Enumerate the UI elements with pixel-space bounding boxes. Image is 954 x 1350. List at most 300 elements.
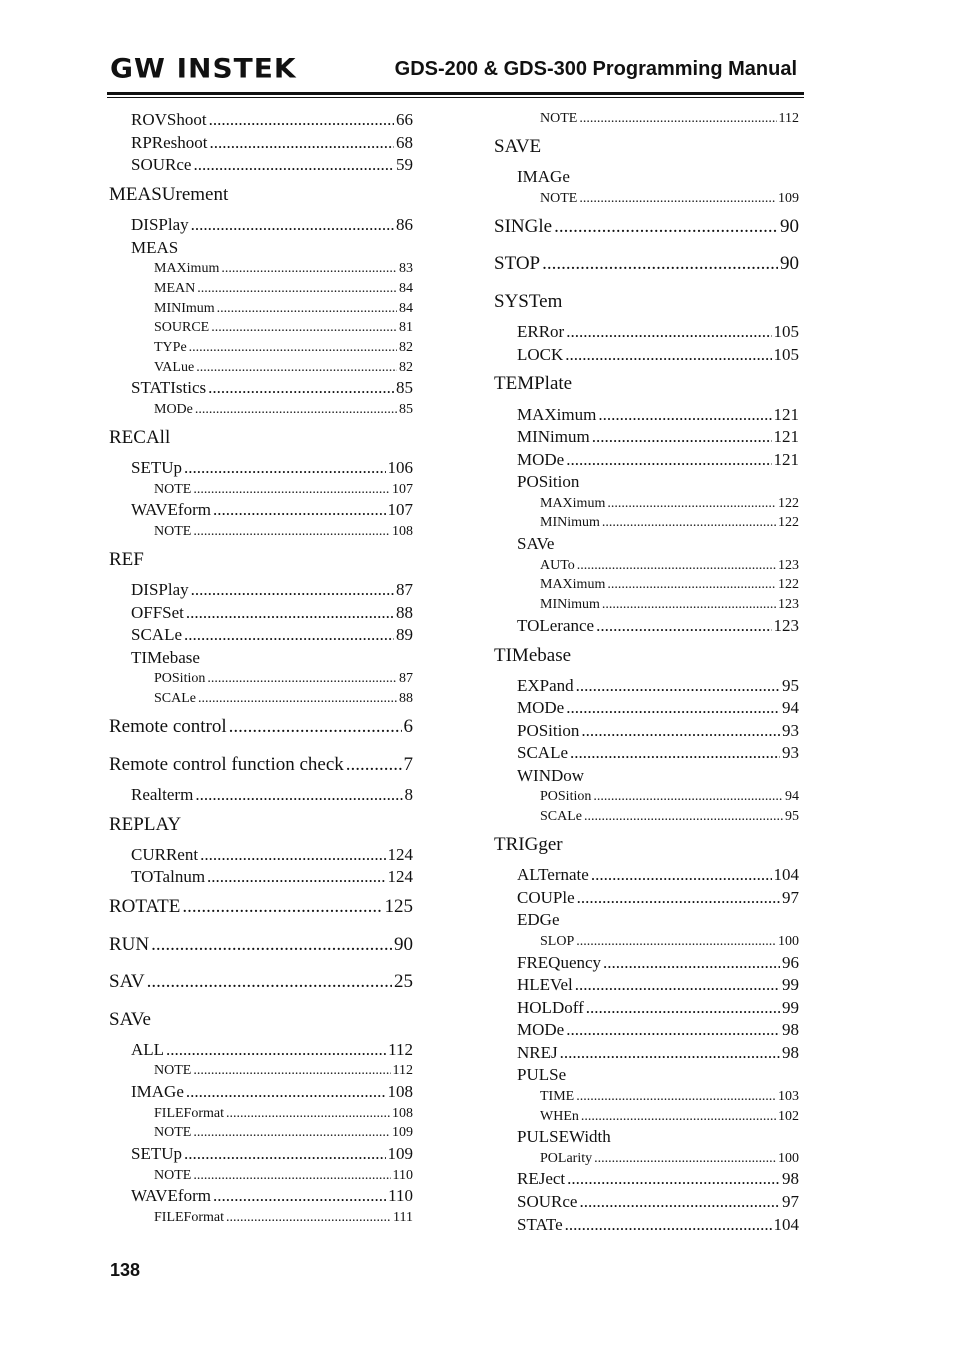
index-entry-pulse: [517, 1065, 568, 1085]
leader-dots: [198, 691, 397, 707]
index-entry-realterm: [131, 785, 413, 805]
entry-label: LOCK: [517, 345, 564, 364]
index-entry-when: [540, 1109, 799, 1125]
entry-page-number: 105: [773, 322, 799, 341]
entry-label: MAXimum: [540, 577, 606, 592]
entry-page-number: 104: [773, 1215, 799, 1234]
index-entry-lock: [517, 345, 799, 365]
entry-label: POLarity: [540, 1151, 593, 1166]
index-entry-value: [154, 360, 413, 376]
index-entry-time: [540, 1089, 799, 1105]
leader-dots: [591, 865, 772, 885]
leader-dots: [602, 597, 776, 613]
leader-dots: [193, 155, 394, 175]
entry-label: TEMPlate: [494, 373, 573, 394]
leader-dots: [566, 698, 780, 718]
index-entry-hlevel: [517, 975, 799, 995]
index-entry-system: [494, 291, 564, 313]
entry-page-number: 121: [773, 405, 799, 424]
index-entry-position: [154, 671, 413, 687]
entry-label: MINImum: [154, 301, 215, 316]
entry-page-number: 123: [778, 597, 799, 612]
entry-label: SCALe: [131, 625, 182, 644]
entry-page-number: 122: [778, 577, 799, 592]
entry-label: SOURCE: [154, 320, 210, 335]
entry-page-number: 88: [396, 603, 413, 622]
entry-label: COUPle: [517, 888, 575, 907]
leader-dots: [191, 580, 394, 600]
leader-dots: [576, 1089, 776, 1105]
entry-page-number: 88: [399, 691, 413, 706]
entry-page-number: 102: [778, 1109, 799, 1124]
entry-label: TRIGger: [494, 834, 563, 855]
entry-label: DISPlay: [131, 215, 189, 234]
entry-label: NOTE: [540, 111, 578, 126]
index-entry-source: [154, 320, 413, 336]
entry-label: POSition: [517, 472, 580, 491]
entry-page-number: 109: [387, 1144, 413, 1163]
index-entry-fileformat: [154, 1210, 413, 1226]
index-entry-statistics: [131, 378, 413, 398]
page-number: 138: [110, 1260, 141, 1280]
index-entry-scale: [131, 625, 413, 645]
entry-label: REF: [109, 549, 144, 570]
entry-label: EXPand: [517, 676, 574, 695]
index-entry-image: [131, 1082, 413, 1102]
entry-label: Realterm: [131, 785, 194, 804]
index-entry-frequency: [517, 953, 799, 973]
index-entry-maximum: [154, 261, 413, 277]
index-entry-recall: [109, 427, 172, 449]
leader-dots: [594, 1151, 776, 1167]
entry-label: NREJ: [517, 1043, 558, 1062]
leader-dots: [542, 253, 778, 275]
entry-label: VALue: [154, 360, 195, 375]
index-entry-setup: [131, 1144, 413, 1164]
leader-dots: [579, 111, 776, 127]
entry-label: MINimum: [540, 515, 600, 530]
entry-page-number: 90: [394, 934, 413, 955]
entry-label: SAVE: [494, 136, 542, 157]
entry-page-number: 87: [396, 580, 413, 599]
entry-page-number: 83: [399, 261, 413, 276]
leader-dots: [193, 1063, 390, 1079]
leader-dots: [554, 216, 778, 238]
entry-page-number: 85: [399, 402, 413, 417]
entry-label: MODe: [517, 698, 565, 717]
entry-label: HLEVel: [517, 975, 573, 994]
index-entry-minimum: [540, 597, 799, 613]
entry-label: NOTE: [154, 1063, 192, 1078]
index-entry-waveform: [131, 1186, 413, 1206]
index-entry-save: [109, 1009, 153, 1031]
leader-dots: [186, 1082, 386, 1102]
index-entry-measurement: [109, 184, 230, 206]
index-entry-note: [154, 1125, 413, 1141]
entry-page-number: 100: [778, 934, 799, 949]
leader-dots: [200, 845, 385, 865]
index-entry-alternate: [517, 865, 799, 885]
entry-page-number: 111: [393, 1210, 413, 1225]
entry-label: POSition: [517, 721, 580, 740]
entry-label: SYSTem: [494, 291, 563, 312]
index-entry-pulsewidth: [517, 1127, 613, 1147]
index-entry-display: [131, 580, 413, 600]
entry-label: SCALe: [540, 809, 582, 824]
entry-page-number: 109: [392, 1125, 413, 1140]
header-rule: [107, 92, 804, 95]
entry-page-number: 82: [399, 340, 413, 355]
entry-page-number: 68: [396, 133, 413, 152]
entry-page-number: 89: [396, 625, 413, 644]
entry-page-number: 98: [782, 1020, 799, 1039]
entry-label: ALL: [131, 1040, 165, 1059]
leader-dots: [566, 1020, 780, 1040]
entry-label: SAVe: [109, 1009, 151, 1030]
index-entry-mode: [154, 402, 413, 418]
index-entry-note: [154, 1168, 413, 1184]
entry-page-number: 87: [399, 671, 413, 686]
leader-dots: [207, 671, 397, 687]
index-entry-position: [517, 472, 581, 492]
entry-label: TIMebase: [131, 648, 200, 667]
entry-label: SAV: [109, 971, 145, 992]
leader-dots: [221, 261, 397, 277]
index-entry-state: [517, 1215, 799, 1235]
entry-label: HOLDoff: [517, 998, 584, 1017]
leader-dots: [593, 789, 783, 805]
entry-label: WAVEform: [131, 500, 211, 519]
index-entry-meas: [131, 238, 180, 258]
entry-label: STATIstics: [131, 378, 207, 397]
index-entry-mode: [517, 698, 799, 718]
leader-dots: [226, 1210, 391, 1226]
leader-dots: [207, 867, 385, 887]
leader-dots: [151, 934, 392, 956]
leader-dots: [603, 953, 780, 973]
index-entry-note: [154, 482, 413, 498]
index-entry-tolerance: [517, 616, 799, 636]
index-entry-scale: [154, 691, 413, 707]
index-entry-slop: [540, 934, 799, 950]
leader-dots: [208, 378, 394, 398]
entry-label: ERRor: [517, 322, 565, 341]
index-entry-maximum: [540, 496, 799, 512]
entry-page-number: 98: [782, 1043, 799, 1062]
entry-page-number: 97: [782, 888, 799, 907]
entry-label: SLOP: [540, 934, 575, 949]
index-entry-maximum: [517, 405, 799, 425]
entry-label: NOTE: [154, 524, 192, 539]
entry-label: PULSEWidth: [517, 1127, 611, 1146]
entry-label: MEASUrement: [109, 184, 229, 205]
index-entry-template: [494, 373, 574, 395]
entry-page-number: 103: [778, 1089, 799, 1104]
entry-label: SOURce: [517, 1192, 578, 1211]
entry-label: MAXimum: [154, 261, 220, 276]
leader-dots: [596, 616, 771, 636]
index-entry-rovshoot: [131, 110, 413, 130]
entry-label: NOTE: [154, 1168, 192, 1183]
entry-label: TOTalnum: [131, 867, 206, 886]
leader-dots: [602, 515, 776, 531]
index-entry-timebase: [131, 648, 202, 668]
entry-label: EDGe: [517, 910, 560, 929]
entry-label: RECAll: [109, 427, 171, 448]
leader-dots: [184, 1144, 386, 1164]
leader-dots: [193, 1125, 390, 1141]
entry-label: STATe: [517, 1215, 563, 1234]
index-entry-save: [494, 136, 543, 158]
leader-dots: [576, 676, 780, 696]
entry-page-number: 125: [384, 896, 413, 917]
entry-label: PULSe: [517, 1065, 567, 1084]
leader-dots: [211, 320, 397, 336]
index-entry-remote-control: [109, 716, 413, 738]
index-entry-trigger: [494, 834, 565, 856]
index-entry-polarity: [540, 1151, 799, 1167]
entry-label: MODe: [517, 450, 565, 469]
entry-label: IMAGe: [131, 1082, 184, 1101]
leader-dots: [575, 975, 780, 995]
leader-dots: [213, 500, 386, 520]
entry-page-number: 122: [778, 515, 799, 530]
entry-page-number: 93: [782, 721, 799, 740]
entry-page-number: 82: [399, 360, 413, 375]
index-entry-run: [109, 934, 413, 956]
entry-page-number: 106: [387, 458, 413, 477]
entry-page-number: 124: [387, 845, 413, 864]
entry-page-number: 7: [403, 754, 413, 775]
index-entry-edge: [517, 910, 561, 930]
entry-label: NOTE: [154, 1125, 192, 1140]
index-entry-rotate: [109, 896, 413, 918]
leader-dots: [598, 405, 771, 425]
entry-page-number: 94: [785, 789, 799, 804]
entry-label: FILEFormat: [154, 1106, 224, 1121]
entry-page-number: 99: [782, 975, 799, 994]
index-entry-rpreshoot: [131, 133, 413, 153]
leader-dots: [184, 458, 386, 478]
entry-page-number: 84: [399, 281, 413, 296]
entry-label: MODe: [154, 402, 193, 417]
leader-dots: [607, 577, 776, 593]
index-entry-current: [131, 845, 413, 865]
entry-page-number: 66: [396, 110, 413, 129]
entry-label: REJect: [517, 1169, 566, 1188]
index-entry-replay: [109, 814, 183, 836]
index-entry-sav: [109, 971, 413, 993]
entry-label: SETUp: [131, 1144, 182, 1163]
index-entry-scale: [540, 809, 799, 825]
entry-page-number: 109: [778, 191, 799, 206]
leader-dots: [566, 322, 771, 342]
entry-label: MINimum: [517, 427, 590, 446]
index-entry-offset: [131, 603, 413, 623]
leader-dots: [581, 721, 780, 741]
entry-page-number: 121: [773, 427, 799, 446]
leader-dots: [189, 340, 397, 356]
leader-dots: [182, 896, 382, 918]
entry-label: IMAGe: [517, 167, 570, 186]
index-entry-single: [494, 216, 799, 238]
leader-dots: [147, 971, 392, 993]
entry-label: WINDow: [517, 766, 585, 785]
leader-dots: [565, 1215, 772, 1235]
entry-label: MAXimum: [540, 496, 606, 511]
entry-page-number: 25: [394, 971, 413, 992]
entry-page-number: 108: [387, 1082, 413, 1101]
index-entry-holdoff: [517, 998, 799, 1018]
leader-dots: [193, 482, 390, 498]
leader-dots: [210, 133, 394, 153]
leader-dots: [166, 1040, 386, 1060]
entry-label: SCALe: [517, 743, 568, 762]
index-entry-minimum: [154, 301, 413, 317]
leader-dots: [186, 603, 394, 623]
entry-page-number: 123: [778, 558, 799, 573]
leader-dots: [584, 809, 783, 825]
index-entry-image: [517, 167, 572, 187]
entry-label: SAVe: [517, 534, 555, 553]
entry-page-number: 86: [396, 215, 413, 234]
leader-dots: [184, 625, 394, 645]
entry-page-number: 104: [773, 865, 799, 884]
index-entry-save: [517, 534, 556, 554]
index-entry-note: [540, 111, 799, 127]
leader-dots: [570, 743, 780, 763]
entry-page-number: 123: [773, 616, 799, 635]
leader-dots: [577, 888, 780, 908]
entry-label: FILEFormat: [154, 1210, 224, 1225]
index-entry-source: [517, 1192, 799, 1212]
index-entry-source: [131, 155, 413, 175]
entry-page-number: 94: [782, 698, 799, 717]
leader-dots: [195, 785, 402, 805]
entry-label: TYPe: [154, 340, 187, 355]
entry-page-number: 90: [780, 216, 799, 237]
entry-page-number: 93: [782, 743, 799, 762]
entry-page-number: 100: [778, 1151, 799, 1166]
entry-label: Remote control: [109, 716, 227, 737]
entry-page-number: 99: [782, 998, 799, 1017]
index-entry-position: [540, 789, 799, 805]
leader-dots: [567, 1169, 780, 1189]
entry-label: NOTE: [540, 191, 578, 206]
entry-label: TIME: [540, 1089, 575, 1104]
entry-page-number: 121: [773, 450, 799, 469]
entry-label: DISPlay: [131, 580, 189, 599]
entry-page-number: 107: [392, 482, 413, 497]
index-entry-minimum: [517, 427, 799, 447]
entry-label: RUN: [109, 934, 150, 955]
leader-dots: [560, 1043, 780, 1063]
entry-label: MODe: [517, 1020, 565, 1039]
entry-label: MEAN: [154, 281, 196, 296]
index-entry-remote-control-function-check: [109, 754, 413, 776]
entry-label: Remote control function check: [109, 754, 344, 775]
entry-label: TOLerance: [517, 616, 595, 635]
leader-dots: [217, 301, 397, 317]
entry-page-number: 85: [396, 378, 413, 397]
leader-dots: [196, 360, 397, 376]
index-entry-minimum: [540, 515, 799, 531]
leader-dots: [191, 215, 394, 235]
entry-page-number: 6: [403, 716, 413, 737]
entry-page-number: 107: [387, 500, 413, 519]
entry-label: POSition: [540, 789, 592, 804]
leader-dots: [566, 450, 771, 470]
index-entry-timebase: [494, 645, 573, 667]
leader-dots: [213, 1186, 386, 1206]
entry-label: WHEn: [540, 1109, 579, 1124]
leader-dots: [581, 1109, 776, 1125]
leader-dots: [195, 402, 397, 418]
entry-page-number: 95: [785, 809, 799, 824]
leader-dots: [576, 934, 776, 950]
leader-dots: [193, 524, 390, 540]
entry-label: ROTATE: [109, 896, 181, 917]
entry-page-number: 96: [782, 953, 799, 972]
entry-page-number: 122: [778, 496, 799, 511]
index-entry-expand: [517, 676, 799, 696]
index-entry-reject: [517, 1169, 799, 1189]
entry-page-number: 95: [782, 676, 799, 695]
index-entry-note: [154, 1063, 413, 1079]
leader-dots: [577, 558, 776, 574]
entry-label: ALTernate: [517, 865, 589, 884]
entry-label: MEAS: [131, 238, 179, 257]
entry-label: MAXimum: [517, 405, 597, 424]
entry-label: SETUp: [131, 458, 182, 477]
entry-page-number: 108: [392, 1106, 413, 1121]
index-entry-totalnum: [131, 867, 413, 887]
leader-dots: [579, 1192, 780, 1212]
index-entry-auto: [540, 558, 799, 574]
leader-dots: [209, 110, 394, 130]
index-entry-nrej: [517, 1043, 799, 1063]
index-entry-mean: [154, 281, 413, 297]
entry-page-number: 124: [387, 867, 413, 886]
leader-dots: [193, 1168, 390, 1184]
leader-dots: [592, 427, 772, 447]
entry-page-number: 98: [782, 1169, 799, 1188]
entry-page-number: 110: [388, 1186, 413, 1205]
leader-dots: [226, 1106, 390, 1122]
entry-label: STOP: [494, 253, 541, 274]
index-entry-stop: [494, 253, 799, 275]
entry-label: SINGle: [494, 216, 553, 237]
entry-label: WAVEform: [131, 1186, 211, 1205]
entry-label: MINimum: [540, 597, 600, 612]
entry-label: AUTo: [540, 558, 575, 573]
index-entry-display: [131, 215, 413, 235]
index-entry-couple: [517, 888, 799, 908]
entry-label: CURRent: [131, 845, 199, 864]
index-entry-waveform: [131, 500, 413, 520]
index-entry-error: [517, 322, 799, 342]
entry-label: TIMebase: [494, 645, 572, 666]
entry-page-number: 8: [404, 785, 413, 804]
index-entry-all: [131, 1040, 413, 1060]
header-rule-thin: [107, 97, 804, 98]
entry-label: OFFSet: [131, 603, 184, 622]
entry-label: REPLAY: [109, 814, 182, 835]
index-entry-note: [540, 191, 799, 207]
leader-dots: [197, 281, 397, 297]
entry-page-number: 97: [782, 1192, 799, 1211]
leader-dots: [346, 754, 402, 776]
